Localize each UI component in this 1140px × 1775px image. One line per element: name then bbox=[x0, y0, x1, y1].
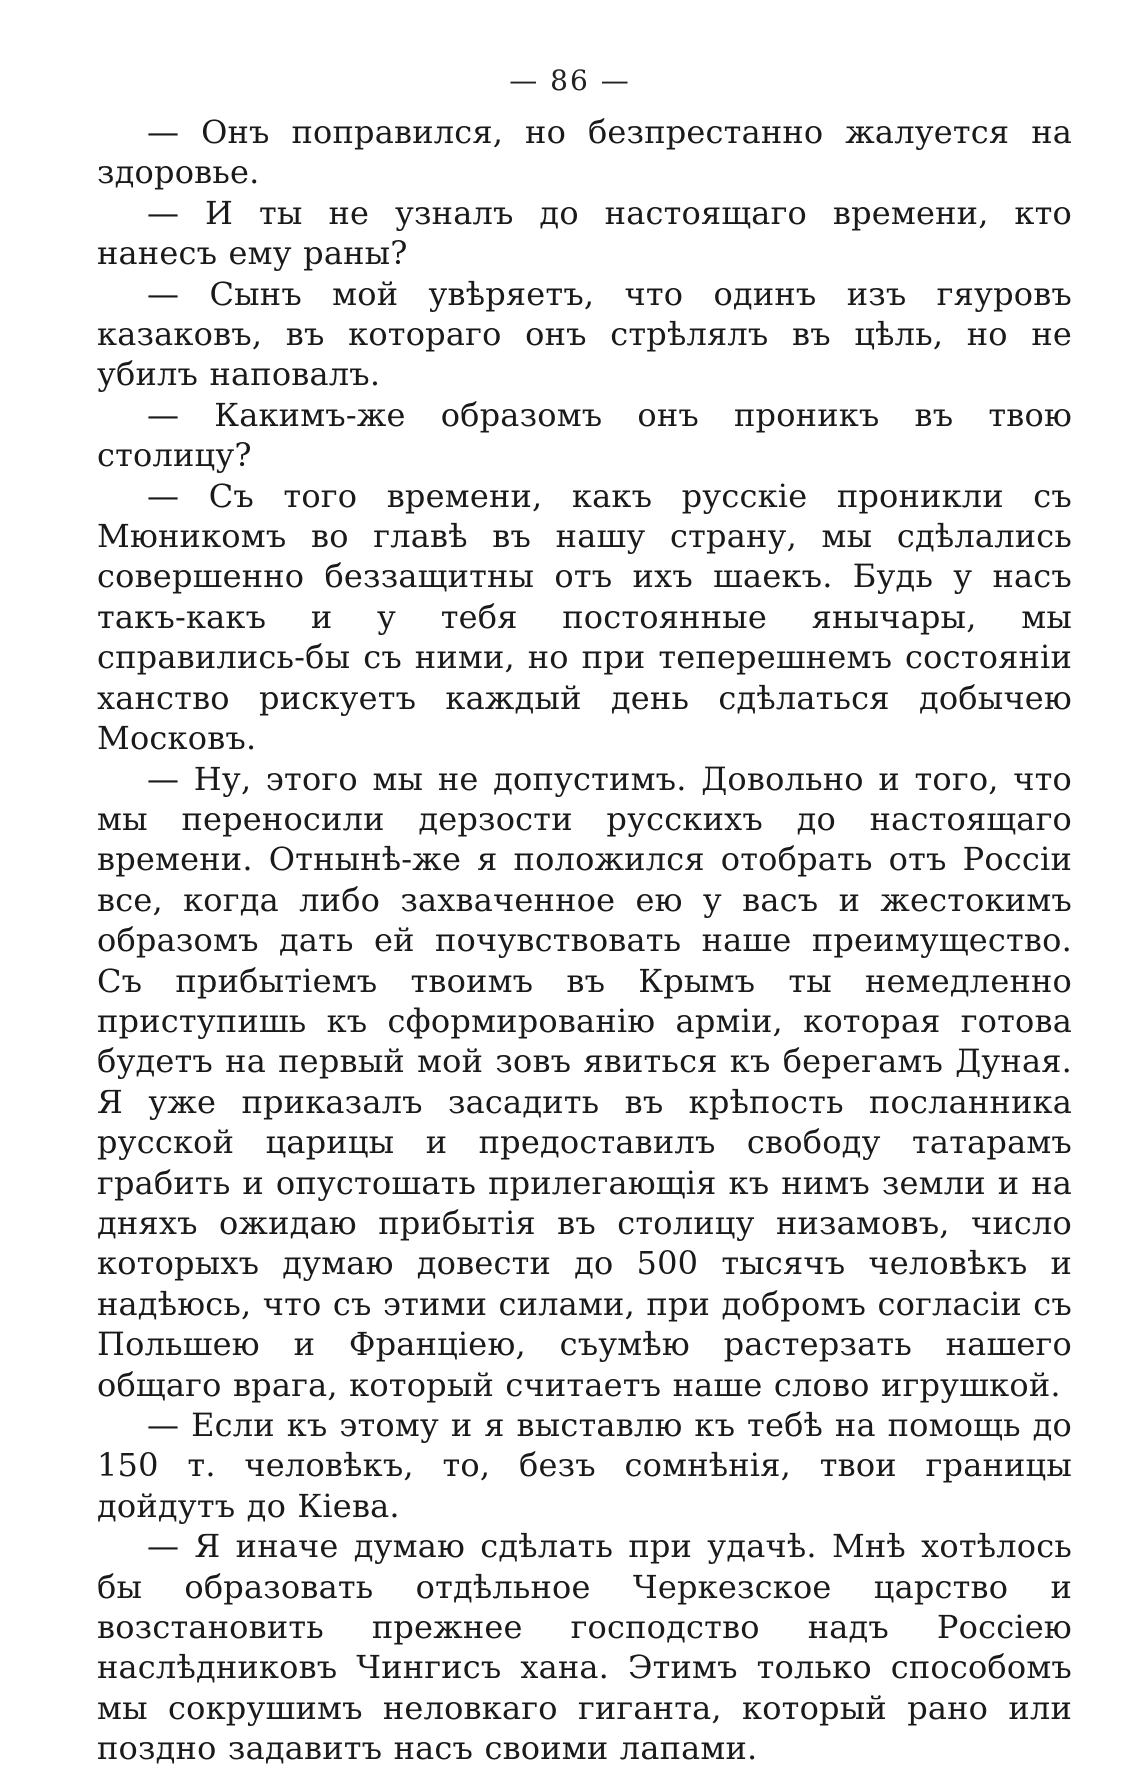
page-body-text bbox=[97, 112, 1072, 1769]
paragraph-4: — Какимъ-же образомъ онъ проникъ въ твою столицу? bbox=[97, 395, 1072, 475]
paragraph-5: — Съ того времени, какъ русскiе проникли съ Мюникомъ во главѣ въ нашу страну, мы сдѣлались совершенно беззащитны отъ ихъ шаекъ. Будь у насъ такъ-какъ и у тебя постоянные янычары, мы справились-бы съ ними, но при теперешнемъ состоянiи ханство рискуетъ каждый день сдѣлаться добычею Московъ. bbox=[97, 476, 1072, 758]
paragraph-6: — Ну, этого мы не допустимъ. Довольно и того, что мы переносили дерзости русскихъ до настоящаго времени. Отнынѣ-же я положился отобрать отъ Россiи все, когда либо захваченное ею у васъ и жестокимъ образомъ дать ей почувствовать наше преимущество. Съ прибытiемъ твоимъ въ Крымъ ты немедленно приступишь къ сформированiю армiи, которая готова будетъ на первый мой зовъ явиться къ берегамъ Дуная. Я уже приказалъ засадить въ крѣпость посланника русской царицы и предоставилъ свободу татарамъ грабить и опустошать прилегающiя къ нимъ земли и на дняхъ ожидаю прибытiя въ столицу низамовъ, число которыхъ думаю довести до 500 тысячъ человѣкъ и надѣюсь, что съ этими силами, при добромъ согласiи съ Польшею и Францiею, съумѣю растерзать нашего общаго врага, который считаетъ наше слово игрушкой. bbox=[97, 759, 1072, 1404]
page-number: — 86 — bbox=[509, 64, 631, 97]
paragraph-7: — Если къ этому и я выставлю къ тебѣ на помощь до 150 т. человѣкъ, то, безъ сомнѣнiя, твои границы дойдутъ до Кiева. bbox=[97, 1406, 1072, 1525]
paragraph-8: — Я иначе думаю сдѣлать при удачѣ. Мнѣ хотѣлось бы образовать отдѣльное Черкезское царство и возстановить прежнее господство надъ Россiею наслѣдниковъ Чингисъ хана. Этимъ только способомъ мы сокрушимъ неловкаго гиганта, который рано или поздно задавитъ насъ своими лапами. bbox=[97, 1527, 1072, 1768]
paragraph-1: — Онъ поправился, но безпрестанно жалуется на здоровье. bbox=[97, 113, 1072, 192]
paragraph-2: — И ты не узналъ до настоящаго времени, кто нанесъ ему раны? bbox=[97, 193, 1072, 273]
paragraph-3: — Сынъ мой увѣряетъ, что одинъ изъ гяуровъ казаковъ, въ котораго онъ стрѣлялъ въ цѣль, но не убилъ наповалъ. bbox=[97, 274, 1072, 394]
